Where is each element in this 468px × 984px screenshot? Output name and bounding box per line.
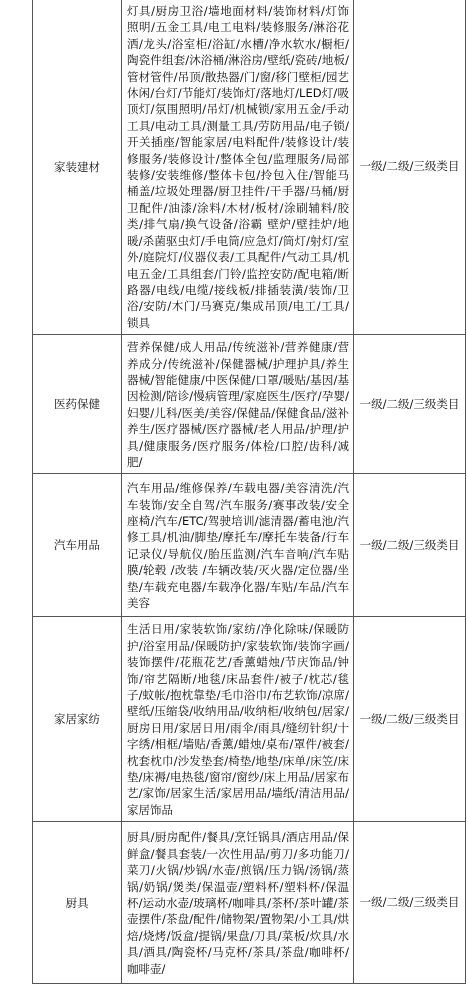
- level-cell: 一级/二级/三级类目: [354, 617, 466, 822]
- table-row: [33, 335, 466, 474]
- level-cell: 一级/二级/三级类目: [354, 474, 466, 617]
- category-cell: 医药保健: [33, 335, 122, 474]
- category-table: [32, 0, 466, 984]
- keywords-cell: 生活日用/家装软饰/家纺/净化除味/保暖防护/浴室用品/保暖防护/家装软饰/装饰字画/装饰摆件/花瓶花艺/香薰蜡烛/节庆饰品/钟饰/帘艺隔断/地毯/床品套件/被子/枕芯/毯子/蚊帐/抱枕靠垫/毛巾浴巾/布艺软饰/凉席/壁纸/压缩袋/收纳用品/收纳柜/收纳包/居家/厨房日用/家居日用/雨伞/雨具/缝纫针织/十字绣/相框/墙贴/香薰/蜡烛/桌布/罩件/被套/枕套枕巾/沙发垫套/椅垫/地垫/床单/床笠/床垫/床褥/电热毯/窗帘/窗纱/床上用品/居家布艺/家饰/居家生活/家居用品/墙纸/清洁用品/家居饰品: [127, 622, 349, 817]
- category-cell: 汽车用品: [33, 474, 122, 617]
- keywords-cell: 灯具/厨房卫浴/墙地面材料/装饰材料/灯饰照明/五金工具/电工电料/装修服务/淋浴花洒/龙头/浴室柜/浴缸/水槽/净水软水/橱柜/陶瓷件组套/沐浴桶/淋浴房/壁纸/瓷砖/地板/管材管件/吊顶/散热器/门/窗/移门壁柜/园艺休闲/台灯/节能灯/装饰灯/落地灯/LED灯/吸顶灯/氛围照明/吊灯/机械锁/家用五金/手动工具/电动工具/测量工具/劳防用品/电子锁/开关插座/智能家居/电料配件/装修设计/装修服务/装修设计/整体全包/监理服务/局部装修/安装维修/整体卡包/拎包入住/智能马桶盖/垃圾处理器/厨卫挂件/干手器/马桶/厨卫配件/油漆/涂料/木材/板材/涂刷辅料/胶类/排气扇/换气设备/浴霸 壁炉/壁挂炉/地暖/杀菌驱虫灯/手电筒/应急灯/筒灯/射灯/室外/庭院灯/仪器仪表/工具配件/气动工具/机电五金/工具组套/门铃/监控安防/配电箱/断路器/电线/电缆/接线板/排插装潢/装饰/卫浴/安防/木门/马赛克/集成吊顶/电工/工具/锁具: [127, 4, 349, 330]
- keywords-cell: 厨具/厨房配件/餐具/烹饪锅具/酒店用品/保鲜盒/餐具套装/一次性用品/剪刀/多功能刀/菜刀/火锅/炒锅/水壶/煎锅/压力锅/汤锅/蒸锅/奶锅/煲类/保温壶/塑料杯/塑料杯/保温杯/运动水壶/玻璃杯/咖啡具/茶杯/茶叶罐/茶壶摆件/茶盘/配件/储物架/置物架/小工具/烘焙/烧烤/饭盒/提锅/果盘/刀具/菜板/炊具/水具/酒具/陶瓷杯/马克杯/茶具/茶盘/咖啡杯/咖啡壶/: [127, 830, 349, 976]
- table-row: [33, 822, 466, 984]
- table-row: [33, 474, 466, 617]
- keywords-cell: 汽车用品/维修保养/车载电器/美容清洗/汽车装饰/安全自驾/汽车服务/赛事改装/安全座椅/汽车/ETC/驾驶培训/滤清器/蓄电池/汽修工具/机油/脚垫/摩托车/摩托车装备/行车记录仪/导航仪/胎压监测/汽车音响/汽车贴膜/轮毂 /改装 /车辆改装/灭火器/定位器/坐垫/车载充电器/车载净化器/车贴/车品/汽车美容: [127, 481, 349, 611]
- level-cell: 一级/二级/三级类目: [354, 0, 466, 335]
- table-row: [33, 0, 466, 335]
- table-row: [33, 617, 466, 822]
- category-cell: 家装建材: [33, 0, 122, 335]
- keywords-cell: 营养保健/成人用品/传统滋补/营养健康/营养成分/传统滋补/保健器械/护理护具/养生器械/智能健康/中医保健/口罩/暖贴/基因/基因检测/陪诊/慢病管理/家庭医生/医疗/孕婴/妇婴/儿科/医美/美容/保健品/保健食品/滋补养生/医疗器械/医疗器械/老人用品/护理/护具/健康服务/医疗服务/体检/口腔/齿科/减肥/: [127, 340, 349, 469]
- category-cell: 厨具: [33, 822, 122, 984]
- category-cell: 家居家纺: [33, 617, 122, 822]
- level-cell: 一级/二级/三级类目: [354, 822, 466, 984]
- level-cell: 一级/二级/三级类目: [354, 335, 466, 474]
